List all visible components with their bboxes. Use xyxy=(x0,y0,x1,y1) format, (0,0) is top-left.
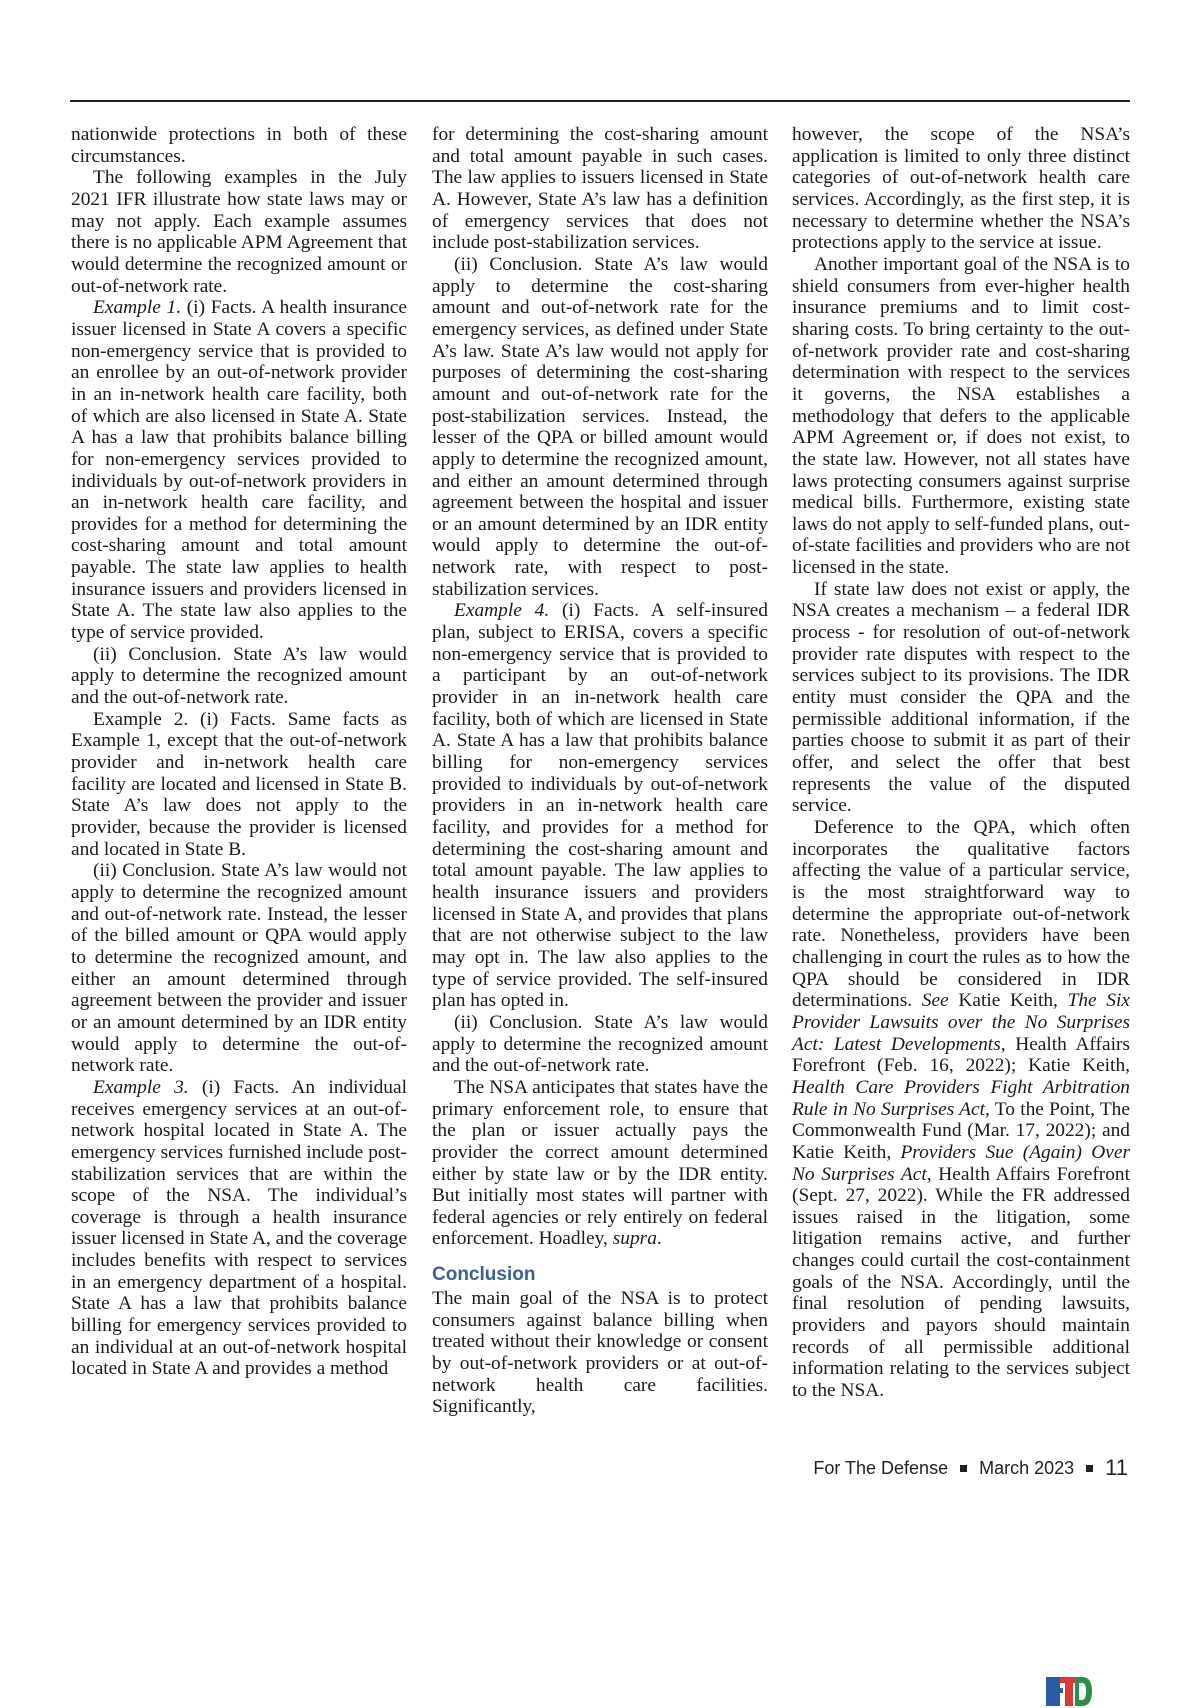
text-run: (i) Facts. An individual receives emergency services at an out-of-network hospital located in State A. The emergency services furnished include post-stabilization services that are within the scope of the NSA. The individual’s coverage is through a health insurance issuer licensed in State A, and the coverage includes benefits with respect to services in an emergency department of a hospital. State A has a law that prohibits balance billing for emergency services provided to an individual at an out-of-network hospital located in State A and provides a method xyxy=(71,1076,407,1380)
body-paragraph xyxy=(71,167,407,297)
text-run: (ii) Conclusion. State A’s law would apply to determine the recognized amount and the out-of-network rate. xyxy=(71,643,407,709)
body-paragraph xyxy=(792,254,1130,579)
text-run: . xyxy=(656,1228,662,1250)
body-paragraph xyxy=(432,254,768,601)
body-paragraph xyxy=(432,124,768,254)
text-run: Another important goal of the NSA is to shield consumers from ever-higher health insurance premiums and to limit cost-sharing costs. To bring certainty to the out-of-network provider rate and cost-sharing determination with respect to the services it governs, the NSA establishes a methodology that defers to the applicable APM Agreement or, if does not exist, to the state law. However, not all states have laws protecting consumers against surprise medical bills. Furthermore, existing state laws do not apply to self-funded plans, out-of-state facilities and providers who are not licensed in the state. xyxy=(792,253,1130,579)
text-run: (i) Facts. A health insurance issuer licensed in State A covers a specific non-emergency service that is provided to an enrollee by an out-of-network provider in an in-network health care facility, both of which are also licensed in State A. State A has a law that prohibits balance billing for non-emergency services provided to individuals by out-of-network providers in an in-network health care facility, and provides for a method for determining the cost-sharing amount and total amount payable. The state law applies to health insurance issuers and providers licensed in State A. The state law also applies to the type of service provided. xyxy=(71,297,408,644)
ftd-logo-icon xyxy=(1046,1674,1092,1708)
body-paragraph xyxy=(432,1012,768,1077)
body-paragraph xyxy=(792,579,1130,817)
footer-separator xyxy=(1086,1465,1093,1472)
text-run: Katie Keith, xyxy=(948,990,1068,1012)
body-paragraph xyxy=(71,124,407,167)
text-run: The following examples in the July 2021 IFR illustrate how state laws may or may not apply. Each example assumes there is no applicable APM Agreement that would determine the recognized amount or out-of-network rate. xyxy=(71,167,407,297)
column-1 xyxy=(71,124,407,1380)
italic-text: Example 4. xyxy=(454,600,550,622)
text-run: If state law does not exist or apply, the NSA creates a mechanism – a federal IDR process - for resolution of out-of-network provider rate disputes with respect to the services subject to its provisions. The IDR entity must consider the QPA and the permissible additional information, if the parties choose to submit it as part of their offer, and select the offer that best represents the value of the disputed service. xyxy=(792,578,1130,817)
body-paragraph xyxy=(792,124,1130,254)
text-run: for determining the cost-sharing amount and total amount payable in such cases. The law applies to issuers licensed in State A. However, State A’s law has a definition of emergency services that does not include post-stabilization services. xyxy=(432,124,768,254)
body-paragraph xyxy=(432,1288,768,1418)
body-paragraph xyxy=(792,817,1130,1402)
italic-text: Example 1. xyxy=(93,297,182,319)
body-paragraph xyxy=(71,1077,407,1380)
body-paragraph xyxy=(71,860,407,1077)
text-run: nationwide protections in both of these circumstances. xyxy=(71,124,407,167)
text-run: To the Point, The Commonwealth Fund (Mar. 17, 2022); and Katie Keith, xyxy=(792,1098,1130,1163)
body-paragraph xyxy=(71,709,407,861)
italic-text: Example 3. xyxy=(93,1076,189,1098)
page-number: 11 xyxy=(1105,1455,1128,1480)
text-run: Health Affairs Forefront (Feb. 16, 2022); Katie Keith, xyxy=(792,1033,1130,1077)
footer-separator xyxy=(960,1465,967,1472)
text-run: The main goal of the NSA is to protect consumers against balance billing when treated without their knowledge or consent by out-of-network providers or at out-of-network health care facilities. Significantly, xyxy=(432,1288,768,1418)
text-run: The NSA anticipates that states have the primary enforcement role, to ensure that the plan or issuer actually pays the provider the correct amount determined either by state law or by the IDR entity. But initially most states will partner with federal agencies or rely entirely on federal enforcement. Hoadley, xyxy=(432,1076,768,1250)
text-run: (ii) Conclusion. State A’s law would apply to determine the cost-sharing amount and out-of-network rate for the emergency services, as defined under State A’s law. State A’s law would not apply for purposes of determining the cost-sharing amount and out-of-network rate for the post-stabilization services. Instead, the lesser of the QPA or billed amount would apply to determine the recognized amount, and either an amount determined through agreement between the hospital and issuer or an amount determined by an IDR entity would apply to determine the out-of-network rate, with respect to post-stabilization services. xyxy=(432,253,768,600)
body-paragraph xyxy=(432,1077,768,1250)
italic-text: supra xyxy=(612,1228,657,1250)
body-paragraph xyxy=(71,297,407,644)
italic-text: The Six Provider Lawsuits over the No Surprises Act: Latest Developments, xyxy=(792,990,1130,1055)
text-run: (ii) Conclusion. State A’s law would apply to determine the recognized amount and the out-of-network rate. xyxy=(432,1011,768,1077)
issue-date: March 2023 xyxy=(979,1458,1075,1478)
text-run: Example 2. (i) Facts. Same facts as Example 1, except that the out-of-network provider and in-network health care facility are located and licensed in State B. State A’s law does not apply to the provider, because the provider is licensed and located in State B. xyxy=(71,708,407,860)
text-run: Deference to the QPA, which often incorporates the qualitative factors affecting the value of a particular service, is the most straightforward way to determine the appropriate out-of-network rate. Nonetheless, providers have been challenging in court the rules as to how the QPA should be considered in IDR determinations. xyxy=(792,817,1130,1012)
text-run: however, the scope of the NSA’s application is limited to only three distinct categories of out-of-network health care services. Accordingly, as the first step, it is necessary to determine whether the NSA’s protections apply to the service at issue. xyxy=(792,124,1130,254)
italic-text: Health Care Providers Fight Arbitration Rule in No Surprises Act, xyxy=(792,1076,1130,1120)
section-heading: Conclusion xyxy=(432,1264,536,1286)
publication-name: For The Defense xyxy=(813,1458,949,1478)
column-3 xyxy=(792,124,1130,1402)
italic-text: See xyxy=(921,990,949,1012)
text-run: (i) Facts. A self-insured plan, subject to ERISA, covers a specific non-emergency service that is provided to a participant by an out-of-network provider in an in-network health care facility, both of which are licensed in State A. State A has a law that prohibits balance billing for non-emergency services provided to individuals by out-of-network providers in an in-network health care facility, and provides for a method for determining the cost-sharing amount and total amount payable. The law applies to health insurance issuers and providers licensed in State A, and provides that plans that are not otherwise subject to the law may opt in. The law also applies to the type of service provided. The self-insured plan has opted in. xyxy=(432,600,769,1012)
text-run: (ii) Conclusion. State A’s law would not apply to determine the recognized amount and out-of-network rate. Instead, the lesser of the billed amount or QPA would apply to determine the recognized amount, and either an amount determined through agreement between the provider and issuer or an amount determined by an IDR entity would apply to determine the out-of-network rate. xyxy=(71,860,407,1077)
column-2 xyxy=(432,124,768,1418)
italic-text: Providers Sue (Again) Over No Surprises Act xyxy=(792,1141,1130,1185)
body-paragraph xyxy=(71,644,407,709)
top-rule xyxy=(70,100,1130,102)
body-paragraph xyxy=(432,600,768,1011)
page-footer xyxy=(813,1455,1128,1481)
text-run: , Health Affairs Forefront (Sept. 27, 2022). While the FR addressed issues raised in the litigation, some litigation remains active, and further changes could curtail the cost-containment goals of the NSA. Accordingly, until the final resolution of pending lawsuits, providers and payors should maintain records of all permissible additional information relating to the services subject to the NSA. xyxy=(792,1163,1131,1402)
